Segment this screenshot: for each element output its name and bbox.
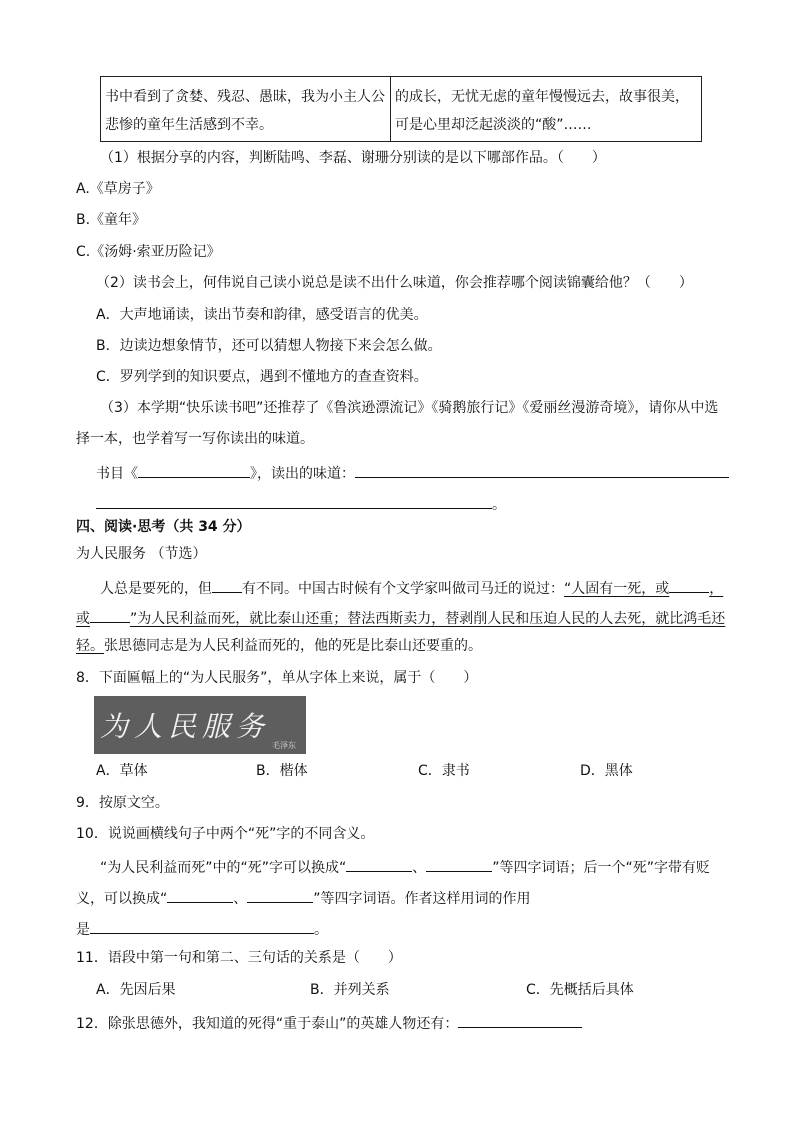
share-cell-left: 书中看到了贪婪、残忍、愚昧，我为小主人公悲惨的童年生活感到不幸。 [101, 77, 391, 142]
underlined-quote: ， [709, 581, 724, 597]
q10-blank-5[interactable] [90, 917, 314, 934]
q10-stem: 10．说说画横线句子中两个“死”字的不同含义。 [76, 826, 375, 842]
passage-line-3 [76, 636, 482, 656]
passage-blank-1[interactable] [212, 576, 242, 593]
q10-text: 义，可以换成“ [76, 891, 168, 907]
q10-blank-4[interactable] [247, 886, 313, 903]
q7-3-answer-line [96, 461, 729, 484]
q8-option-d[interactable]: D．黑体 [580, 763, 633, 779]
q10-blank-2[interactable] [426, 855, 492, 872]
underlined-quote: “人固有一死，或 [564, 581, 670, 597]
q7-2-option-b[interactable]: B．边读边想象情节，还可以猜想人物接下来会怎么做。 [96, 338, 442, 354]
passage-title: 为人民服务 （节选） [76, 546, 207, 562]
q12-blank[interactable] [458, 1011, 582, 1028]
q10-line-3 [76, 917, 328, 940]
q10-blank-3[interactable] [167, 886, 233, 903]
q7-2-option-c[interactable]: C．罗列学到的知识要点，遇到不懂地方的查查资料。 [96, 369, 428, 385]
q10-text: 是 [76, 922, 90, 938]
reading-share-table [100, 76, 702, 142]
q8-option-c[interactable]: C．隶书 [418, 763, 470, 779]
underlined-quote: 或 [76, 611, 90, 627]
calligraphy-text: 为人民服务 [100, 710, 271, 743]
q7-3-answer-line2 [96, 492, 506, 515]
q11-option-b[interactable]: B．并列关系 [310, 982, 390, 998]
q8-stem: 8．下面匾幅上的“为人民服务”，单从字体上来说，属于（ ） [76, 670, 478, 686]
q12-stem: 12．除张思德外，我知道的死得“重于泰山”的英雄人物还有： [76, 1016, 459, 1032]
taste-blank-2[interactable] [96, 492, 492, 509]
passage-text: 有不同。中国古时候有个文学家叫做司马迁的说过： [242, 581, 564, 597]
taste-blank-1[interactable] [355, 461, 729, 478]
q8-option-a[interactable]: A．草体 [96, 763, 148, 779]
section-4-heading: 四、阅读·思考（共 34 分） [76, 519, 251, 535]
q7-1-stem: （1）根据分享的内容，判断陆鸣、李磊、谢珊分别读的是以下哪部作品。（ ） [100, 150, 606, 166]
q10-blank-1[interactable] [346, 855, 412, 872]
q10-text: 。 [314, 922, 328, 938]
passage-line-1 [100, 576, 723, 599]
q7-2-stem: （2）读书会上，何伟说自己读小说总是读不出什么味道，你会推荐哪个阅读锦囊给他？（ ） [96, 275, 693, 291]
book-title-prefix: 书目《 [96, 466, 138, 482]
q12-line [76, 1011, 582, 1034]
q7-1-option-b[interactable]: B.《童年》 [76, 212, 147, 228]
q10-text: ”等四字词语。作者这样用词的作用 [313, 891, 531, 907]
q7-3-stem-line1: （3）本学期“快乐读书吧”还推荐了《鲁滨逊漂流记》《骑鹅旅行记》《爱丽丝漫游奇境》，请你从中选 [100, 400, 719, 416]
q10-line-2 [76, 886, 531, 909]
q9-stem: 9．按原文空。 [76, 795, 169, 811]
taste-label: 》，读出的味道： [250, 466, 355, 482]
q10-line-1 [100, 855, 710, 878]
q8-option-b[interactable]: B．楷体 [256, 763, 308, 779]
q10-text: 、 [412, 860, 427, 876]
q11-option-a[interactable]: A．先因后果 [96, 982, 176, 998]
q7-1-option-a[interactable]: A.《草房子》 [76, 181, 160, 197]
underlined-sentence: 轻。 [76, 638, 104, 654]
passage-text: 张思德同志是为人民利益而死的，他的死是比泰山还要重的。 [104, 638, 482, 654]
passage-blank-2[interactable] [669, 576, 709, 593]
underlined-sentence: ”为人民利益而死，就比泰山还重；替法西斯卖力，替剥削人民和压迫人民的人去死，就比鸿毛还 [130, 611, 726, 627]
period: 。 [492, 497, 506, 513]
q10-text: ”等四字词语；后一个“死”字带有贬 [492, 860, 711, 876]
q7-3-stem-line2: 择一本，也学着写一写你读出的味道。 [76, 431, 314, 447]
passage-line-2 [76, 606, 725, 629]
q11-option-c[interactable]: C．先概括后具体 [526, 982, 634, 998]
passage-text: 人总是要死的，但 [100, 581, 212, 597]
book-title-blank[interactable] [138, 461, 250, 478]
q11-stem: 11．语段中第一句和第二、三句话的关系是（ ） [76, 950, 402, 966]
passage-blank-3[interactable] [90, 606, 130, 623]
share-cell-right: 的成长，无忧无虑的童年慢慢远去，故事很美，可是心里却泛起淡淡的“酸”…… [391, 77, 702, 142]
q10-text: 、 [233, 891, 248, 907]
calligraphy-plaque-image [94, 696, 306, 754]
q7-2-option-a[interactable]: A．大声地诵读，读出节奏和韵律，感受语言的优美。 [96, 307, 428, 323]
q7-1-option-c[interactable]: C.《汤姆·索亚历险记》 [76, 244, 221, 260]
q10-text: “为人民利益而死”中的“死”字可以换成“ [100, 860, 347, 876]
calligraphy-signature: 毛泽东 [272, 741, 296, 750]
